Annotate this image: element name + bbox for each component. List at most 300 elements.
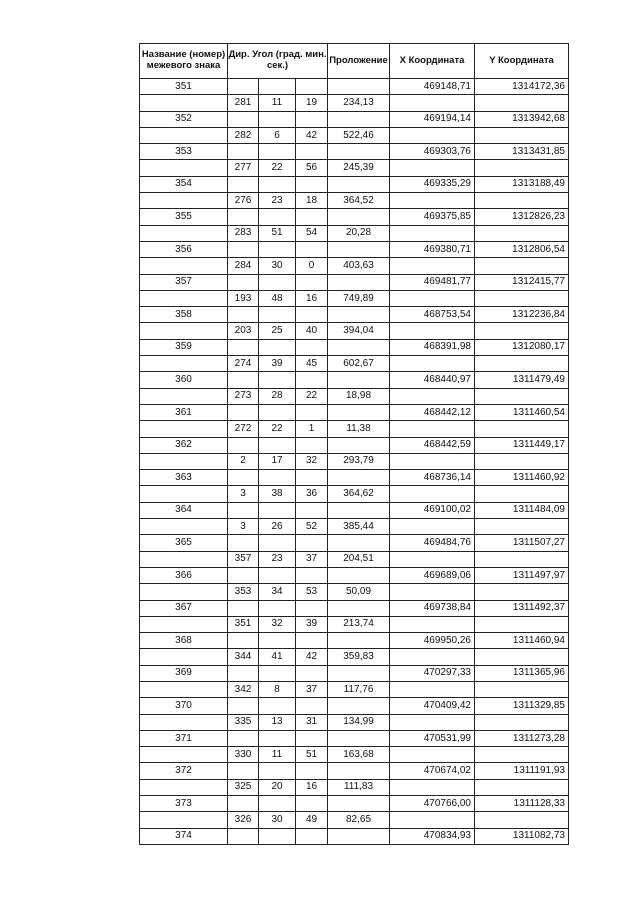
header-mark-name: Название (номер) межевого знака (140, 44, 228, 79)
angle-degrees-cell: 203 (228, 323, 259, 339)
angle-seconds-cell: 42 (296, 649, 328, 665)
angle-minutes-cell: 28 (259, 388, 296, 404)
empty-cell (296, 730, 328, 746)
empty-cell (140, 486, 228, 502)
empty-cell (140, 779, 228, 795)
mark-name-cell: 352 (140, 111, 228, 127)
x-coordinate-cell: 468391,98 (390, 339, 475, 355)
point-row (140, 600, 569, 616)
x-coordinate-cell: 470834,93 (390, 828, 475, 844)
empty-cell (296, 372, 328, 388)
empty-cell (328, 796, 390, 812)
empty-cell (390, 225, 475, 241)
empty-cell (475, 453, 569, 469)
y-coordinate-cell: 1311460,92 (475, 470, 569, 486)
angle-degrees-cell: 326 (228, 812, 259, 828)
angle-seconds-cell: 18 (296, 193, 328, 209)
angle-seconds-cell: 16 (296, 290, 328, 306)
x-coordinate-cell: 470674,02 (390, 763, 475, 779)
empty-cell (328, 209, 390, 225)
angle-degrees-cell: 351 (228, 616, 259, 632)
empty-cell (228, 698, 259, 714)
mark-name-cell: 361 (140, 404, 228, 420)
mark-name-cell: 368 (140, 633, 228, 649)
empty-cell (475, 421, 569, 437)
point-row (140, 698, 569, 714)
empty-cell (228, 470, 259, 486)
empty-cell (228, 828, 259, 844)
empty-cell (259, 763, 296, 779)
empty-cell (140, 584, 228, 600)
empty-cell (390, 681, 475, 697)
x-coordinate-cell: 469100,02 (390, 502, 475, 518)
empty-cell (328, 307, 390, 323)
coordinates-sheet (139, 43, 569, 845)
empty-cell (475, 747, 569, 763)
empty-cell (475, 486, 569, 502)
empty-cell (228, 796, 259, 812)
empty-cell (228, 567, 259, 583)
point-row (140, 535, 569, 551)
mark-name-cell: 373 (140, 796, 228, 812)
empty-cell (475, 258, 569, 274)
angle-seconds-cell: 42 (296, 127, 328, 143)
segment-row (140, 681, 569, 697)
point-row (140, 730, 569, 746)
empty-cell (296, 111, 328, 127)
x-coordinate-cell: 469194,14 (390, 111, 475, 127)
empty-cell (390, 421, 475, 437)
empty-cell (475, 779, 569, 795)
segment-row (140, 95, 569, 111)
length-cell: 403,63 (328, 258, 390, 274)
angle-seconds-cell: 56 (296, 160, 328, 176)
header-length: Проложение (328, 44, 390, 79)
mark-name-cell: 371 (140, 730, 228, 746)
empty-cell (328, 633, 390, 649)
angle-seconds-cell: 40 (296, 323, 328, 339)
y-coordinate-cell: 1312236,84 (475, 307, 569, 323)
empty-cell (475, 225, 569, 241)
point-row (140, 274, 569, 290)
empty-cell (228, 600, 259, 616)
empty-cell (296, 437, 328, 453)
segment-row (140, 356, 569, 372)
angle-minutes-cell: 30 (259, 812, 296, 828)
empty-cell (328, 600, 390, 616)
empty-cell (475, 649, 569, 665)
x-coordinate-cell: 469335,29 (390, 176, 475, 192)
mark-name-cell: 365 (140, 535, 228, 551)
segment-row (140, 453, 569, 469)
empty-cell (140, 258, 228, 274)
length-cell: 602,67 (328, 356, 390, 372)
angle-seconds-cell: 54 (296, 225, 328, 241)
angle-minutes-cell: 30 (259, 258, 296, 274)
empty-cell (259, 567, 296, 583)
empty-cell (259, 633, 296, 649)
empty-cell (228, 633, 259, 649)
point-row (140, 307, 569, 323)
segment-row (140, 225, 569, 241)
empty-cell (228, 665, 259, 681)
point-row (140, 763, 569, 779)
empty-cell (259, 665, 296, 681)
x-coordinate-cell: 468753,54 (390, 307, 475, 323)
empty-cell (390, 519, 475, 535)
empty-cell (228, 144, 259, 160)
angle-degrees-cell: 325 (228, 779, 259, 795)
y-coordinate-cell: 1311449,17 (475, 437, 569, 453)
empty-cell (140, 551, 228, 567)
empty-cell (390, 258, 475, 274)
empty-cell (390, 193, 475, 209)
empty-cell (296, 567, 328, 583)
length-cell: 82,65 (328, 812, 390, 828)
empty-cell (390, 160, 475, 176)
y-coordinate-cell: 1311492,37 (475, 600, 569, 616)
header-row (140, 44, 569, 79)
length-cell: 18,98 (328, 388, 390, 404)
empty-cell (296, 796, 328, 812)
empty-cell (296, 274, 328, 290)
segment-row (140, 616, 569, 632)
empty-cell (296, 339, 328, 355)
empty-cell (140, 616, 228, 632)
angle-degrees-cell: 274 (228, 356, 259, 372)
mark-name-cell: 359 (140, 339, 228, 355)
point-row (140, 111, 569, 127)
empty-cell (328, 111, 390, 127)
empty-cell (140, 681, 228, 697)
empty-cell (259, 730, 296, 746)
header-direction-angle: Дир. Угол (град. мин. сек.) (228, 44, 328, 79)
angle-minutes-cell: 11 (259, 95, 296, 111)
length-cell: 111,83 (328, 779, 390, 795)
point-row (140, 241, 569, 257)
segment-row (140, 747, 569, 763)
x-coordinate-cell: 470409,42 (390, 698, 475, 714)
point-row (140, 144, 569, 160)
angle-minutes-cell: 13 (259, 714, 296, 730)
angle-degrees-cell: 282 (228, 127, 259, 143)
empty-cell (259, 144, 296, 160)
segment-row (140, 486, 569, 502)
empty-cell (228, 307, 259, 323)
empty-cell (390, 453, 475, 469)
empty-cell (259, 535, 296, 551)
y-coordinate-cell: 1311329,85 (475, 698, 569, 714)
empty-cell (390, 486, 475, 502)
empty-cell (228, 241, 259, 257)
x-coordinate-cell: 469484,76 (390, 535, 475, 551)
empty-cell (328, 274, 390, 290)
angle-minutes-cell: 25 (259, 323, 296, 339)
empty-cell (140, 519, 228, 535)
y-coordinate-cell: 1311191,93 (475, 763, 569, 779)
mark-name-cell: 353 (140, 144, 228, 160)
x-coordinate-cell: 469375,85 (390, 209, 475, 225)
y-coordinate-cell: 1312806,54 (475, 241, 569, 257)
empty-cell (140, 649, 228, 665)
empty-cell (296, 144, 328, 160)
empty-cell (475, 519, 569, 535)
empty-cell (475, 323, 569, 339)
point-row (140, 437, 569, 453)
empty-cell (140, 714, 228, 730)
empty-cell (228, 404, 259, 420)
angle-seconds-cell: 31 (296, 714, 328, 730)
angle-seconds-cell: 16 (296, 779, 328, 795)
empty-cell (390, 290, 475, 306)
empty-cell (228, 111, 259, 127)
y-coordinate-cell: 1311273,28 (475, 730, 569, 746)
empty-cell (390, 714, 475, 730)
empty-cell (296, 535, 328, 551)
empty-cell (390, 356, 475, 372)
mark-name-cell: 364 (140, 502, 228, 518)
empty-cell (228, 535, 259, 551)
empty-cell (475, 160, 569, 176)
mark-name-cell: 360 (140, 372, 228, 388)
angle-minutes-cell: 39 (259, 356, 296, 372)
angle-minutes-cell: 6 (259, 127, 296, 143)
mark-name-cell: 366 (140, 567, 228, 583)
header-y-coordinate: Y Координата (475, 44, 569, 79)
x-coordinate-cell: 470297,33 (390, 665, 475, 681)
angle-minutes-cell: 23 (259, 551, 296, 567)
empty-cell (296, 79, 328, 95)
y-coordinate-cell: 1311082,73 (475, 828, 569, 844)
angle-degrees-cell: 276 (228, 193, 259, 209)
empty-cell (259, 79, 296, 95)
empty-cell (140, 160, 228, 176)
segment-row (140, 193, 569, 209)
length-cell: 204,51 (328, 551, 390, 567)
angle-degrees-cell: 193 (228, 290, 259, 306)
mark-name-cell: 374 (140, 828, 228, 844)
empty-cell (328, 665, 390, 681)
angle-degrees-cell: 284 (228, 258, 259, 274)
angle-degrees-cell: 283 (228, 225, 259, 241)
empty-cell (296, 502, 328, 518)
empty-cell (259, 698, 296, 714)
length-cell: 385,44 (328, 519, 390, 535)
point-row (140, 470, 569, 486)
empty-cell (328, 567, 390, 583)
empty-cell (328, 79, 390, 95)
angle-degrees-cell: 272 (228, 421, 259, 437)
empty-cell (140, 323, 228, 339)
empty-cell (259, 470, 296, 486)
x-coordinate-cell: 470766,00 (390, 796, 475, 812)
segment-row (140, 323, 569, 339)
empty-cell (140, 453, 228, 469)
angle-seconds-cell: 53 (296, 584, 328, 600)
x-coordinate-cell: 468736,14 (390, 470, 475, 486)
angle-degrees-cell: 335 (228, 714, 259, 730)
length-cell: 364,52 (328, 193, 390, 209)
length-cell: 394,04 (328, 323, 390, 339)
y-coordinate-cell: 1311460,94 (475, 633, 569, 649)
empty-cell (228, 176, 259, 192)
empty-cell (140, 388, 228, 404)
segment-row (140, 519, 569, 535)
y-coordinate-cell: 1314172,36 (475, 79, 569, 95)
empty-cell (259, 209, 296, 225)
empty-cell (328, 241, 390, 257)
empty-cell (390, 779, 475, 795)
angle-minutes-cell: 17 (259, 453, 296, 469)
angle-minutes-cell: 34 (259, 584, 296, 600)
length-cell: 364,62 (328, 486, 390, 502)
empty-cell (228, 730, 259, 746)
empty-cell (475, 290, 569, 306)
angle-degrees-cell: 353 (228, 584, 259, 600)
empty-cell (296, 763, 328, 779)
y-coordinate-cell: 1311365,96 (475, 665, 569, 681)
empty-cell (475, 551, 569, 567)
empty-cell (296, 307, 328, 323)
empty-cell (475, 714, 569, 730)
segment-row (140, 127, 569, 143)
empty-cell (390, 551, 475, 567)
angle-degrees-cell: 342 (228, 681, 259, 697)
x-coordinate-cell: 468442,59 (390, 437, 475, 453)
angle-minutes-cell: 23 (259, 193, 296, 209)
y-coordinate-cell: 1311507,27 (475, 535, 569, 551)
empty-cell (390, 388, 475, 404)
empty-cell (259, 307, 296, 323)
segment-row (140, 388, 569, 404)
empty-cell (328, 763, 390, 779)
angle-seconds-cell: 36 (296, 486, 328, 502)
segment-row (140, 584, 569, 600)
empty-cell (140, 193, 228, 209)
empty-cell (228, 763, 259, 779)
empty-cell (296, 698, 328, 714)
angle-seconds-cell: 45 (296, 356, 328, 372)
x-coordinate-cell: 469481,77 (390, 274, 475, 290)
angle-degrees-cell: 273 (228, 388, 259, 404)
length-cell: 245,39 (328, 160, 390, 176)
angle-seconds-cell: 51 (296, 747, 328, 763)
empty-cell (328, 144, 390, 160)
empty-cell (328, 470, 390, 486)
y-coordinate-cell: 1312415,77 (475, 274, 569, 290)
y-coordinate-cell: 1312826,23 (475, 209, 569, 225)
mark-name-cell: 367 (140, 600, 228, 616)
empty-cell (296, 209, 328, 225)
empty-cell (296, 633, 328, 649)
angle-minutes-cell: 48 (259, 290, 296, 306)
boundary-marks-table (139, 43, 569, 845)
y-coordinate-cell: 1312080,17 (475, 339, 569, 355)
mark-name-cell: 363 (140, 470, 228, 486)
mark-name-cell: 354 (140, 176, 228, 192)
angle-minutes-cell: 22 (259, 160, 296, 176)
empty-cell (140, 421, 228, 437)
x-coordinate-cell: 468442,12 (390, 404, 475, 420)
point-row (140, 209, 569, 225)
segment-row (140, 551, 569, 567)
angle-minutes-cell: 38 (259, 486, 296, 502)
empty-cell (328, 437, 390, 453)
empty-cell (390, 616, 475, 632)
empty-cell (328, 502, 390, 518)
empty-cell (296, 404, 328, 420)
y-coordinate-cell: 1311460,54 (475, 404, 569, 420)
empty-cell (390, 649, 475, 665)
empty-cell (228, 274, 259, 290)
point-row (140, 404, 569, 420)
length-cell: 359,83 (328, 649, 390, 665)
angle-degrees-cell: 3 (228, 519, 259, 535)
empty-cell (140, 95, 228, 111)
header-x-coordinate: X Координата (390, 44, 475, 79)
empty-cell (328, 372, 390, 388)
length-cell: 134,99 (328, 714, 390, 730)
empty-cell (259, 437, 296, 453)
angle-minutes-cell: 8 (259, 681, 296, 697)
segment-row (140, 290, 569, 306)
empty-cell (228, 372, 259, 388)
segment-row (140, 649, 569, 665)
length-cell: 117,76 (328, 681, 390, 697)
length-cell: 234,13 (328, 95, 390, 111)
x-coordinate-cell: 469738,84 (390, 600, 475, 616)
empty-cell (328, 176, 390, 192)
point-row (140, 633, 569, 649)
empty-cell (475, 127, 569, 143)
angle-seconds-cell: 52 (296, 519, 328, 535)
empty-cell (140, 225, 228, 241)
empty-cell (259, 828, 296, 844)
point-row (140, 828, 569, 844)
empty-cell (328, 535, 390, 551)
empty-cell (390, 95, 475, 111)
empty-cell (296, 600, 328, 616)
empty-cell (259, 404, 296, 420)
length-cell: 749,89 (328, 290, 390, 306)
empty-cell (475, 812, 569, 828)
angle-degrees-cell: 3 (228, 486, 259, 502)
empty-cell (140, 747, 228, 763)
y-coordinate-cell: 1311497,97 (475, 567, 569, 583)
empty-cell (259, 241, 296, 257)
empty-cell (390, 323, 475, 339)
mark-name-cell: 372 (140, 763, 228, 779)
empty-cell (390, 747, 475, 763)
angle-degrees-cell: 281 (228, 95, 259, 111)
empty-cell (296, 176, 328, 192)
empty-cell (228, 79, 259, 95)
segment-row (140, 421, 569, 437)
mark-name-cell: 355 (140, 209, 228, 225)
segment-row (140, 258, 569, 274)
angle-seconds-cell: 37 (296, 681, 328, 697)
length-cell: 50,09 (328, 584, 390, 600)
empty-cell (475, 193, 569, 209)
empty-cell (140, 812, 228, 828)
empty-cell (475, 388, 569, 404)
length-cell: 163,68 (328, 747, 390, 763)
y-coordinate-cell: 1313188,49 (475, 176, 569, 192)
point-row (140, 79, 569, 95)
mark-name-cell: 358 (140, 307, 228, 323)
x-coordinate-cell: 469380,71 (390, 241, 475, 257)
angle-seconds-cell: 39 (296, 616, 328, 632)
